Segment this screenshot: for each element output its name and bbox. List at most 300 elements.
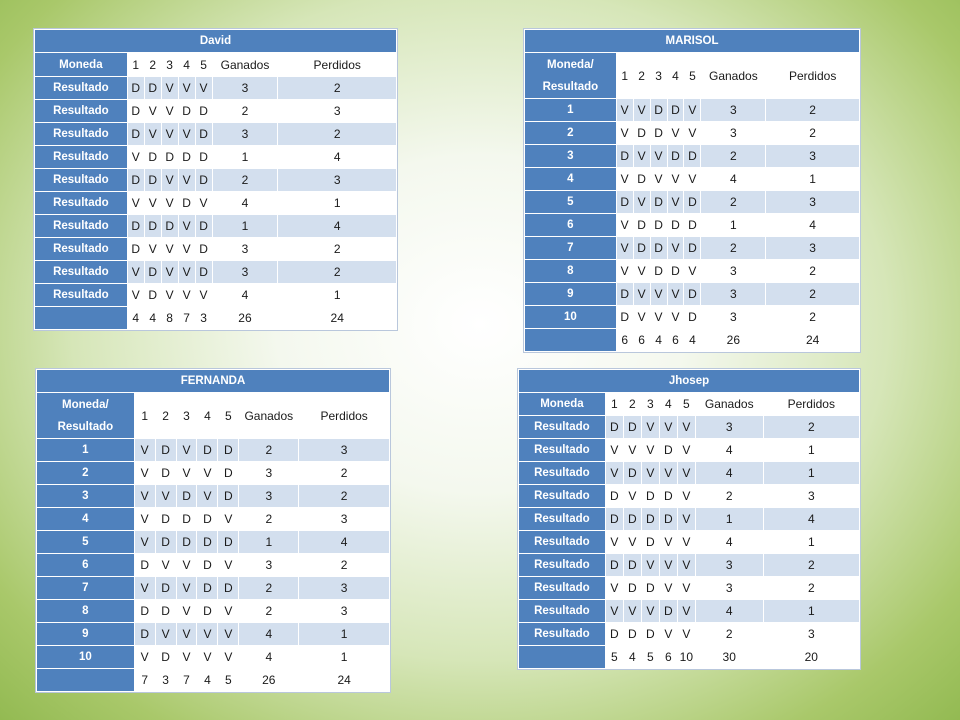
total-cell: 6 [659,646,677,669]
cell: D [195,100,212,123]
cell: D [127,77,144,100]
column-header: Perdidos [766,53,860,99]
row-label: Resultado [35,146,128,169]
cell: 2 [763,577,859,600]
table-row [525,260,860,283]
cell: V [127,146,144,169]
row-label: 8 [37,600,135,623]
cell: 2 [278,77,397,100]
cell: V [623,600,641,623]
row-label: Resultado [519,485,606,508]
totals-row [519,646,860,669]
cell: D [667,214,684,237]
cell: 3 [239,554,299,577]
table-fernanda [35,368,391,693]
cell: 1 [212,146,278,169]
cell: V [677,600,695,623]
cell: D [155,508,176,531]
cell: V [134,485,155,508]
cell: V [641,462,659,485]
cell: D [195,238,212,261]
cell: D [197,577,218,600]
cell: D [684,191,701,214]
cell: D [155,462,176,485]
cell: V [195,192,212,215]
cell: D [144,284,161,307]
cell: V [616,168,633,191]
column-header: Ganados [212,53,278,77]
row-label: Resultado [519,462,606,485]
cell: 2 [239,600,299,623]
cell: 2 [766,260,860,283]
total-cell: 24 [278,307,397,330]
cell: 3 [212,261,278,284]
cell: 2 [299,554,390,577]
cell: 3 [695,577,763,600]
column-header: Perdidos [278,53,397,77]
cell: V [616,122,633,145]
row-label: 9 [37,623,135,646]
cell: 1 [695,508,763,531]
total-cell: 26 [212,307,278,330]
cell: D [605,416,623,439]
cell: D [605,623,623,646]
table-david [33,28,398,331]
cell: V [218,554,239,577]
cell: D [155,577,176,600]
table-row [35,261,397,284]
cell: V [667,237,684,260]
cell: V [616,99,633,122]
cell: D [176,531,197,554]
header-label: Moneda/ Resultado [525,53,617,99]
cell: D [155,600,176,623]
cell: D [684,306,701,329]
table-row [519,577,860,600]
cell: D [155,646,176,669]
total-cell: 6 [633,329,650,352]
header-row [525,53,860,99]
cell: V [623,439,641,462]
table-marisol [523,28,861,353]
cell: V [178,284,195,307]
cell: D [684,283,701,306]
totals-label [35,307,128,330]
table-row [525,99,860,122]
cell: D [178,192,195,215]
table-row [35,215,397,238]
cell: D [127,169,144,192]
cell: D [623,462,641,485]
table-title: David [35,30,397,53]
table-row [35,123,397,146]
cell: V [178,169,195,192]
cell: 2 [212,169,278,192]
data-table [518,369,860,669]
column-header: 2 [144,53,161,77]
row-label: Resultado [35,261,128,284]
cell: 2 [299,485,390,508]
cell: V [161,284,178,307]
cell: D [155,439,176,462]
cell: V [178,123,195,146]
cell: D [197,600,218,623]
row-label: Resultado [519,600,606,623]
cell: D [195,146,212,169]
total-cell: 5 [218,669,239,692]
cell: D [650,191,667,214]
cell: 2 [701,145,766,168]
cell: V [684,260,701,283]
table-row [35,146,397,169]
table-row [525,306,860,329]
row-label: Resultado [35,100,128,123]
table-row [37,554,390,577]
cell: D [641,531,659,554]
table-row [37,508,390,531]
row-label: Resultado [519,554,606,577]
cell: V [134,577,155,600]
cell: 1 [766,168,860,191]
table-row [525,283,860,306]
table-jhosep [517,368,861,670]
row-label: Resultado [519,623,606,646]
cell: 3 [212,238,278,261]
cell: D [144,77,161,100]
table-row [519,531,860,554]
cell: 3 [766,145,860,168]
cell: V [144,100,161,123]
table-row [37,439,390,462]
table-row [519,554,860,577]
cell: V [641,554,659,577]
cell: V [677,485,695,508]
cell: D [127,123,144,146]
column-header: 1 [127,53,144,77]
cell: 3 [701,306,766,329]
column-header: 3 [650,53,667,99]
cell: 3 [239,462,299,485]
cell: V [161,192,178,215]
total-cell: 5 [605,646,623,669]
table-row [519,439,860,462]
cell: V [633,283,650,306]
cell: 3 [763,485,859,508]
cell: D [195,215,212,238]
cell: V [197,462,218,485]
cell: D [134,600,155,623]
cell: 3 [766,237,860,260]
cell: D [134,554,155,577]
cell: 4 [278,146,397,169]
row-label: 2 [37,462,135,485]
cell: V [197,623,218,646]
table-row [519,623,860,646]
cell: V [161,77,178,100]
cell: D [667,260,684,283]
cell: V [195,284,212,307]
cell: 1 [212,215,278,238]
cell: D [144,169,161,192]
table-row [37,646,390,669]
column-header: 5 [677,393,695,416]
cell: D [144,146,161,169]
data-table [34,29,397,330]
cell: 2 [701,237,766,260]
header-label: Moneda [35,53,128,77]
cell: V [633,191,650,214]
cell: 1 [278,192,397,215]
total-cell: 3 [155,669,176,692]
table-title: Jhosep [519,370,860,393]
total-cell: 4 [127,307,144,330]
cell: V [134,646,155,669]
total-cell: 26 [239,669,299,692]
cell: V [176,600,197,623]
row-label: Resultado [35,169,128,192]
cell: V [650,283,667,306]
cell: V [144,192,161,215]
cell: V [659,531,677,554]
cell: V [218,508,239,531]
cell: D [650,99,667,122]
column-header: 3 [161,53,178,77]
cell: D [218,439,239,462]
row-label: 1 [525,99,617,122]
column-header: 5 [684,53,701,99]
cell: V [659,554,677,577]
cell: D [178,146,195,169]
cell: V [605,577,623,600]
column-header: 2 [633,53,650,99]
cell: V [677,554,695,577]
cell: V [161,261,178,284]
cell: V [616,214,633,237]
cell: 1 [763,462,859,485]
cell: D [633,237,650,260]
cell: V [616,237,633,260]
cell: V [155,485,176,508]
cell: D [633,122,650,145]
cell: V [161,169,178,192]
cell: D [176,508,197,531]
total-cell: 3 [195,307,212,330]
cell: 1 [299,646,390,669]
cell: 3 [239,485,299,508]
row-label: 5 [37,531,135,554]
cell: V [605,600,623,623]
total-cell: 4 [623,646,641,669]
table-row [35,77,397,100]
cell: 3 [695,554,763,577]
row-label: 4 [37,508,135,531]
cell: V [127,261,144,284]
cell: V [178,215,195,238]
cell: 4 [239,623,299,646]
cell: 3 [701,122,766,145]
cell: D [684,145,701,168]
cell: V [684,99,701,122]
cell: 2 [239,577,299,600]
cell: V [127,284,144,307]
cell: V [659,416,677,439]
row-label: 9 [525,283,617,306]
row-label: Resultado [519,416,606,439]
cell: D [197,554,218,577]
cell: D [633,168,650,191]
row-label: 6 [37,554,135,577]
cell: D [176,485,197,508]
cell: D [616,145,633,168]
cell: V [677,577,695,600]
cell: 2 [701,191,766,214]
cell: D [197,531,218,554]
cell: 3 [701,283,766,306]
table-row [35,100,397,123]
row-label: Resultado [35,238,128,261]
table-row [525,191,860,214]
cell: V [176,646,197,669]
row-label: 3 [37,485,135,508]
column-header: 5 [195,53,212,77]
cell: D [623,577,641,600]
cell: V [633,306,650,329]
header-label: Moneda [519,393,606,416]
table-row [525,214,860,237]
totals-row [35,307,397,330]
totals-row [37,669,390,692]
cell: V [195,77,212,100]
cell: 3 [701,99,766,122]
cell: D [650,260,667,283]
cell: V [659,462,677,485]
cell: D [650,122,667,145]
row-label: Resultado [519,577,606,600]
total-cell: 7 [178,307,195,330]
cell: 2 [763,416,859,439]
cell: D [144,215,161,238]
cell: V [605,531,623,554]
cell: V [155,623,176,646]
column-header: Ganados [701,53,766,99]
total-cell: 26 [701,329,766,352]
cell: V [176,554,197,577]
total-cell: 4 [197,669,218,692]
cell: D [127,215,144,238]
column-header: 5 [218,393,239,439]
cell: 3 [763,623,859,646]
cell: D [659,485,677,508]
row-label: 10 [525,306,617,329]
cell: V [218,646,239,669]
cell: V [677,531,695,554]
column-header: 4 [197,393,218,439]
cell: D [659,439,677,462]
data-table [36,369,390,692]
cell: V [623,531,641,554]
cell: D [161,146,178,169]
cell: 2 [763,554,859,577]
cell: D [641,577,659,600]
cell: V [144,123,161,146]
cell: V [218,623,239,646]
cell: D [623,554,641,577]
cell: D [623,623,641,646]
total-cell: 6 [616,329,633,352]
column-header: 4 [178,53,195,77]
cell: 3 [695,416,763,439]
cell: 1 [239,531,299,554]
cell: V [176,462,197,485]
cell: V [659,577,677,600]
total-cell: 7 [176,669,197,692]
cell: D [218,577,239,600]
cell: V [134,508,155,531]
cell: V [623,485,641,508]
cell: V [677,462,695,485]
cell: V [641,439,659,462]
cell: D [127,100,144,123]
cell: D [605,508,623,531]
table-row [35,238,397,261]
cell: D [684,214,701,237]
cell: 3 [212,123,278,146]
header-row [35,53,397,77]
header-row [519,393,860,416]
total-cell: 20 [763,646,859,669]
cell: D [641,485,659,508]
cell: D [144,261,161,284]
cell: D [667,145,684,168]
table-row [525,237,860,260]
total-cell: 7 [134,669,155,692]
table-row [519,416,860,439]
table-row [35,284,397,307]
cell: V [633,99,650,122]
row-label: 3 [525,145,617,168]
cell: V [633,260,650,283]
header-row [37,393,390,439]
cell: 2 [278,261,397,284]
cell: V [667,306,684,329]
cell: D [161,215,178,238]
total-cell: 24 [299,669,390,692]
cell: 4 [239,646,299,669]
cell: D [178,100,195,123]
cell: V [178,77,195,100]
row-label: 4 [525,168,617,191]
row-label: 7 [37,577,135,600]
table-row [37,577,390,600]
cell: 4 [701,168,766,191]
cell: D [616,283,633,306]
cell: D [684,237,701,260]
cell: V [176,439,197,462]
cell: 1 [299,623,390,646]
table-row [519,508,860,531]
row-label: Resultado [35,215,128,238]
column-header: Perdidos [763,393,859,416]
cell: 2 [278,123,397,146]
total-cell: 4 [144,307,161,330]
cell: D [197,508,218,531]
cell: V [684,122,701,145]
column-header: 1 [616,53,633,99]
column-header: 3 [641,393,659,416]
cell: D [650,237,667,260]
cell: V [677,439,695,462]
cell: 4 [278,215,397,238]
